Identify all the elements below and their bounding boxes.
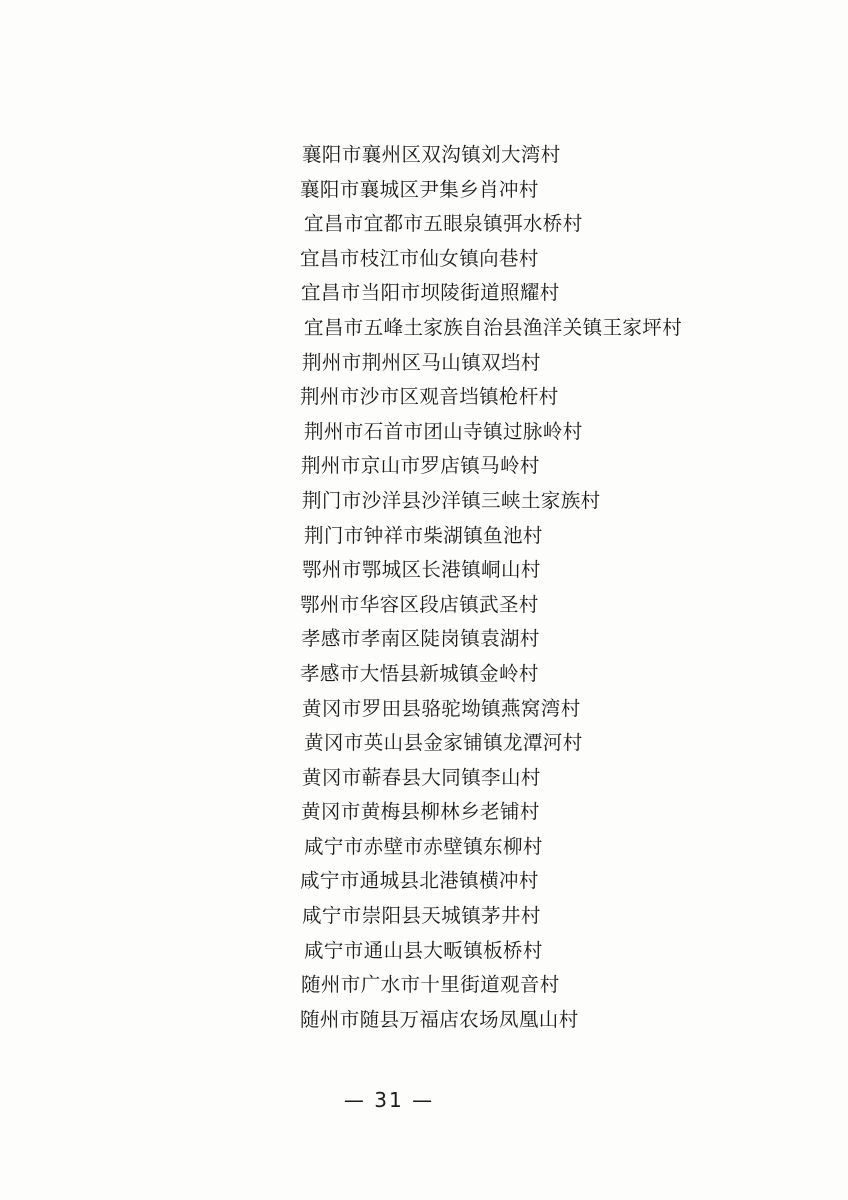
- list-item: 荆州市荆州区马山镇双垱村: [302, 350, 541, 374]
- list-item: 宜昌市枝江市仙女镇向巷村: [300, 246, 539, 270]
- list-item: 黄冈市黄梅县柳林乡老铺村: [301, 800, 540, 824]
- list-item: 荆州市石首市团山寺镇过脉岭村: [304, 419, 583, 443]
- list-item: 鄂州市鄂城区长港镇峒山村: [302, 558, 541, 582]
- list-item: 黄冈市英山县金家铺镇龙潭河村: [304, 731, 583, 755]
- list-item: 孝感市大悟县新城镇金岭村: [300, 661, 539, 685]
- list-item: 孝感市孝南区陡岗镇袁湖村: [301, 627, 540, 651]
- list-item: 随州市广水市十里街道观音村: [301, 973, 560, 997]
- list-item: 黄冈市蕲春县大同镇李山村: [302, 765, 541, 789]
- list-item: 襄阳市襄州区双沟镇刘大湾村: [302, 143, 561, 166]
- list-item: 荆州市京山市罗店镇马岭村: [301, 454, 540, 478]
- list-item: 黄冈市罗田县骆驼坳镇燕窝湾村: [302, 696, 581, 720]
- list-item: 宜昌市当阳市坝陵街道照耀村: [301, 281, 560, 305]
- list-item: 随州市随县万福店农场凤凰山村: [300, 1007, 579, 1031]
- list-item: 荆州市沙市区观音垱镇枪杆村: [300, 385, 559, 409]
- list-item: 咸宁市崇阳县天城镇茅井村: [302, 904, 541, 928]
- list-item: 咸宁市赤壁市赤壁镇东柳村: [304, 834, 543, 858]
- list-item: 咸宁市通城县北港镇横冲村: [300, 869, 539, 893]
- list-item: 荆门市钟祥市柴湖镇鱼池村: [304, 523, 543, 547]
- village-name-list: [300, 138, 770, 1037]
- list-item: 宜昌市宜都市五眼泉镇弭水桥村: [304, 212, 583, 236]
- page-footer: [0, 1088, 848, 1112]
- list-item: 宜昌市五峰土家族自治县渔洋关镇王家坪村: [304, 315, 683, 339]
- list-item: 襄阳市襄城区尹集乡肖冲村: [300, 177, 539, 201]
- page-number: — 31 —: [343, 1088, 435, 1112]
- list-item: 咸宁市通山县大畈镇板桥村: [304, 938, 543, 962]
- list-item: 鄂州市华容区段店镇武圣村: [300, 592, 539, 616]
- list-item: 荆门市沙洋县沙洋镇三峡土家族村: [302, 488, 601, 512]
